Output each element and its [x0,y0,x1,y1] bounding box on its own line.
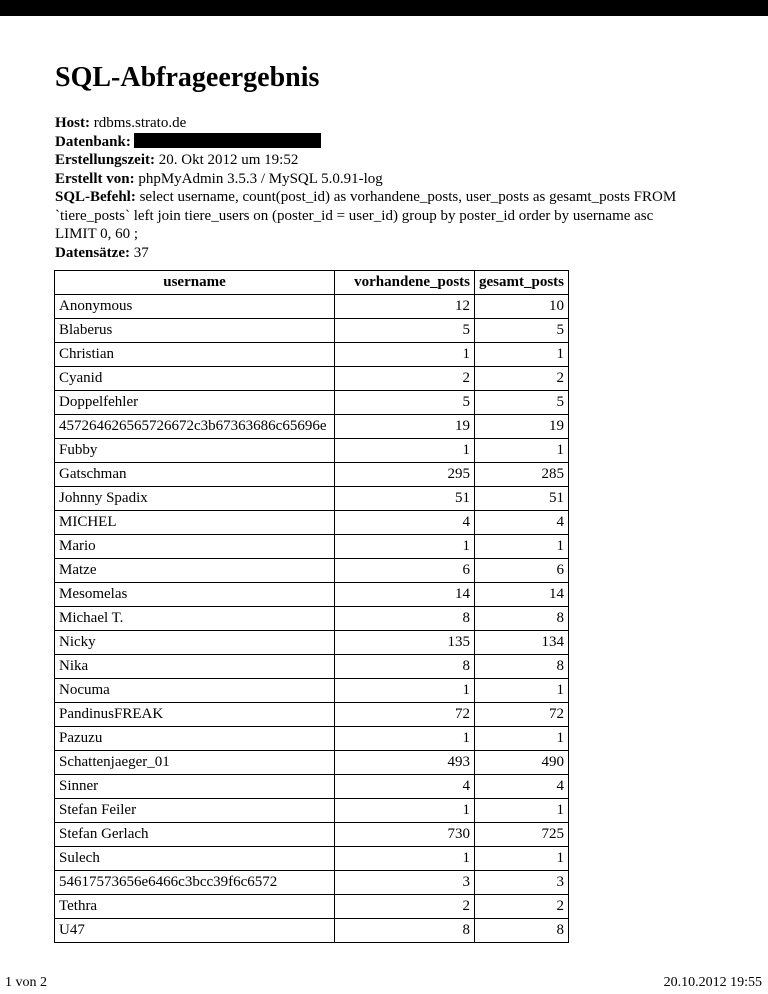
cell-gesamt-posts: 1 [475,439,569,463]
cell-vorhandene-posts: 1 [335,535,475,559]
cell-vorhandene-posts: 1 [335,799,475,823]
cell-gesamt-posts: 4 [475,775,569,799]
cell-gesamt-posts: 3 [475,871,569,895]
database-line: Datenbank: [55,133,755,152]
table-row [55,679,569,703]
cell-username: Michael T. [55,607,335,631]
table-row [55,799,569,823]
cell-gesamt-posts: 8 [475,607,569,631]
cell-username: 54617573656e6466c3bcc39f6c6572 [55,871,335,895]
cell-vorhandene-posts: 4 [335,511,475,535]
cell-vorhandene-posts: 5 [335,391,475,415]
cell-vorhandene-posts: 5 [335,319,475,343]
cell-vorhandene-posts: 4 [335,775,475,799]
cell-vorhandene-posts: 1 [335,847,475,871]
cell-vorhandene-posts: 6 [335,559,475,583]
table-row [55,823,569,847]
cell-username: 457264626565726672c3b67363686c65696e [55,415,335,439]
cell-gesamt-posts: 14 [475,583,569,607]
table-row [55,871,569,895]
table-row [55,847,569,871]
cell-username: PandinusFREAK [55,703,335,727]
sql-text-3: LIMIT 0, 60 ; [55,226,139,242]
cell-username: Nika [55,655,335,679]
cell-username: Nocuma [55,679,335,703]
created-by-line: Erstellt von: phpMyAdmin 3.5.3 / MySQL 5.0.91-log [55,170,383,187]
cell-gesamt-posts: 4 [475,511,569,535]
cell-gesamt-posts: 1 [475,727,569,751]
cell-gesamt-posts: 6 [475,559,569,583]
cell-gesamt-posts: 725 [475,823,569,847]
cell-username: Sinner [55,775,335,799]
header-gesamt-posts: gesamt_posts [475,271,569,295]
cell-username: Matze [55,559,335,583]
table-row [55,559,569,583]
cell-vorhandene-posts: 8 [335,655,475,679]
table-row [55,631,569,655]
cell-gesamt-posts: 8 [475,919,569,943]
created-by-value: phpMyAdmin 3.5.3 / MySQL 5.0.91-log [138,170,383,187]
cell-gesamt-posts: 1 [475,679,569,703]
cell-vorhandene-posts: 730 [335,823,475,847]
cell-gesamt-posts: 1 [475,535,569,559]
table-row [55,727,569,751]
cell-gesamt-posts: 134 [475,631,569,655]
cell-vorhandene-posts: 2 [335,367,475,391]
cell-username: Doppelfehler [55,391,335,415]
cell-gesamt-posts: 51 [475,487,569,511]
cell-username: Tethra [55,895,335,919]
cell-vorhandene-posts: 2 [335,895,475,919]
cell-vorhandene-posts: 14 [335,583,475,607]
page-header [55,62,755,94]
cell-vorhandene-posts: 493 [335,751,475,775]
cell-vorhandene-posts: 1 [335,679,475,703]
cell-username: U47 [55,919,335,943]
cell-vorhandene-posts: 12 [335,295,475,319]
cell-gesamt-posts: 1 [475,799,569,823]
cell-gesamt-posts: 490 [475,751,569,775]
created-line: Erstellungszeit: 20. Okt 2012 um 19:52 [55,152,299,168]
query-metadata [55,114,755,262]
cell-gesamt-posts: 1 [475,343,569,367]
cell-vorhandene-posts: 51 [335,487,475,511]
table-row [55,583,569,607]
cell-username: MICHEL [55,511,335,535]
cell-username: Johnny Spadix [55,487,335,511]
cell-username: Anonymous [55,295,335,319]
table-row [55,607,569,631]
cell-username: Stefan Feiler [55,799,335,823]
page-number: 1 von 2 [5,975,47,990]
cell-username: Sulech [55,847,335,871]
header-username: username [55,271,335,295]
table-row [55,919,569,943]
cell-username: Schattenjaeger_01 [55,751,335,775]
cell-gesamt-posts: 285 [475,463,569,487]
table-row [55,319,569,343]
cell-username: Gatschman [55,463,335,487]
cell-vorhandene-posts: 72 [335,703,475,727]
host-value: rdbms.strato.de [93,115,187,131]
page-title: SQL-Abfrageergebnis [55,62,320,93]
results-table [54,270,569,943]
print-timestamp: 20.10.2012 19:55 [663,975,762,990]
cell-vorhandene-posts: 1 [335,343,475,367]
host-line: Host: rdbms.strato.de [55,115,187,131]
cell-vorhandene-posts: 19 [335,415,475,439]
table-header-row [55,271,569,295]
created-value: 20. Okt 2012 um 19:52 [158,152,299,168]
cell-vorhandene-posts: 8 [335,919,475,943]
cell-gesamt-posts: 2 [475,367,569,391]
table-row [55,751,569,775]
cell-username: Pazuzu [55,727,335,751]
cell-username: Mesomelas [55,583,335,607]
cell-username: Cyanid [55,367,335,391]
table-row [55,295,569,319]
table-row [55,367,569,391]
cell-gesamt-posts: 1 [475,847,569,871]
table-row [55,895,569,919]
table-row [55,775,569,799]
cell-vorhandene-posts: 1 [335,727,475,751]
cell-gesamt-posts: 5 [475,319,569,343]
cell-vorhandene-posts: 135 [335,631,475,655]
cell-username: Mario [55,535,335,559]
cell-gesamt-posts: 10 [475,295,569,319]
cell-vorhandene-posts: 295 [335,463,475,487]
header-vorhandene-posts: vorhandene_posts [335,271,475,295]
sql-line: SQL-Befehl: select username, count(post_id) as vorhandene_posts, user_posts as gesamt_posts FROM [55,189,677,205]
cell-gesamt-posts: 19 [475,415,569,439]
records-line: Datensätze: 37 [55,244,149,261]
table-row [55,439,569,463]
table-row [55,655,569,679]
cell-vorhandene-posts: 3 [335,871,475,895]
table-row [55,487,569,511]
cell-gesamt-posts: 2 [475,895,569,919]
sql-text-2: `tiere_posts` left join tiere_users on (poster_id = user_id) group by poster_id order by username asc [55,207,654,224]
sql-text-1: select username, count(post_id) as vorhandene_posts, user_posts as gesamt_posts FROM [139,189,677,205]
cell-vorhandene-posts: 1 [335,439,475,463]
table-row [55,511,569,535]
redacted-database-name [134,133,321,148]
cell-gesamt-posts: 8 [475,655,569,679]
cell-username: Nicky [55,631,335,655]
cell-gesamt-posts: 72 [475,703,569,727]
table-row [55,703,569,727]
redacted-header-bar [0,0,768,16]
cell-username: Stefan Gerlach [55,823,335,847]
cell-gesamt-posts: 5 [475,391,569,415]
records-value: 37 [133,244,149,261]
table-row [55,343,569,367]
table-row [55,463,569,487]
cell-username: Christian [55,343,335,367]
table-row [55,415,569,439]
cell-username: Fubby [55,439,335,463]
cell-vorhandene-posts: 8 [335,607,475,631]
table-row [55,391,569,415]
table-row [55,535,569,559]
cell-username: Blaberus [55,319,335,343]
